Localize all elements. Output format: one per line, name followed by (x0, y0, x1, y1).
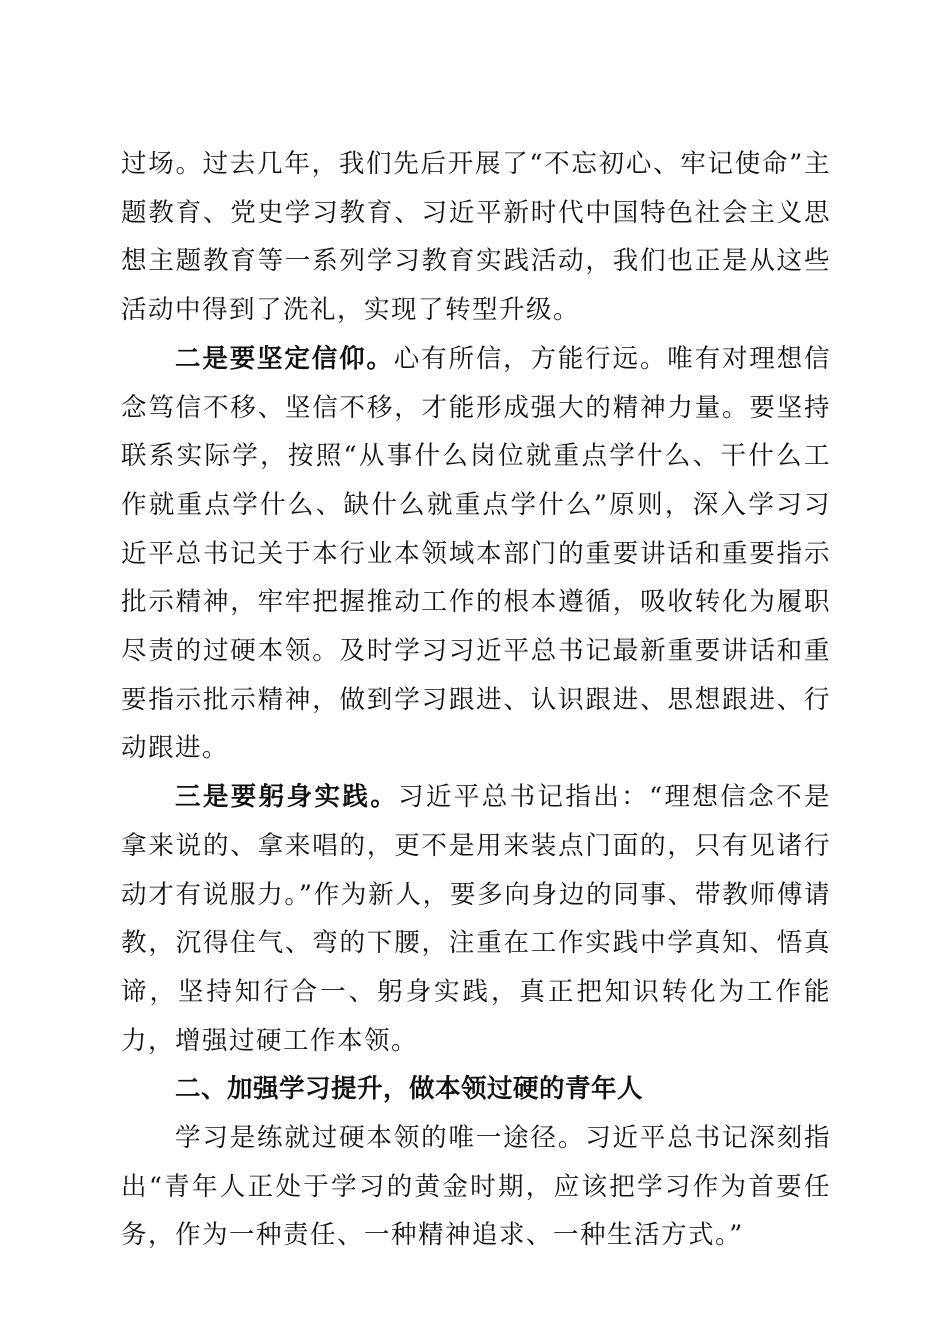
paragraph-lead: 二是要坚定信仰。 (175, 343, 394, 374)
paragraph-text: 心有所信，方能行远。唯有对理想信念笃信不移、坚信不移，才能形成强大的精神力量。要坚持联系实际学，按照“从事什么岗位就重点学什么、干什么工作就重点学什么、缺什么就重点学什么”原则，深入学习习近平总书记关于本行业本领域本部门的重要讲话和重要指示批示精神，牢牢把握推动工作的根本遵循，吸收转化为履职尽责的过硬本领。及时学习习近平总书记最新重要讲话和重要指示批示精神，做到学习跟进、认识跟进、思想跟进、行动跟进。 (121, 343, 831, 764)
paragraph-text: 学习是练就过硬本领的唯一途径。习近平总书记深刻指出“青年人正处于学习的黄金时期，应该把学习作为首要任务，作为一种责任、一种精神追求、一种生活方式。” (121, 1123, 831, 1251)
paragraph-learning (121, 1114, 831, 1260)
paragraph-continued (121, 140, 831, 335)
paragraph-practice (121, 773, 831, 1065)
paragraph-lead: 三是要躬身实践。 (175, 782, 399, 813)
paragraph-firm-belief (121, 335, 831, 773)
document-body (121, 140, 831, 1260)
section-heading: 二、加强学习提升，做本领过硬的青年人 (175, 1074, 644, 1105)
paragraph-text: 习近平总书记指出：“理想信念不是拿来说的、拿来唱的，更不是用来装点门面的，只有见诸行动才有说服力。”作为新人，要多向身边的同事、带教师傅请教，沉得住气、弯的下腰，注重在工作实践中学真知、悟真谛，坚持知行合一、躬身实践，真正把知识转化为工作能力，增强过硬工作本领。 (121, 782, 831, 1056)
paragraph-text: 过场。过去几年，我们先后开展了“不忘初心、牢记使命”主题教育、党史学习教育、习近平新时代中国特色社会主义思想主题教育等一系列学习教育实践活动，我们也正是从这些活动中得到了洗礼，实现了转型升级。 (121, 149, 831, 326)
